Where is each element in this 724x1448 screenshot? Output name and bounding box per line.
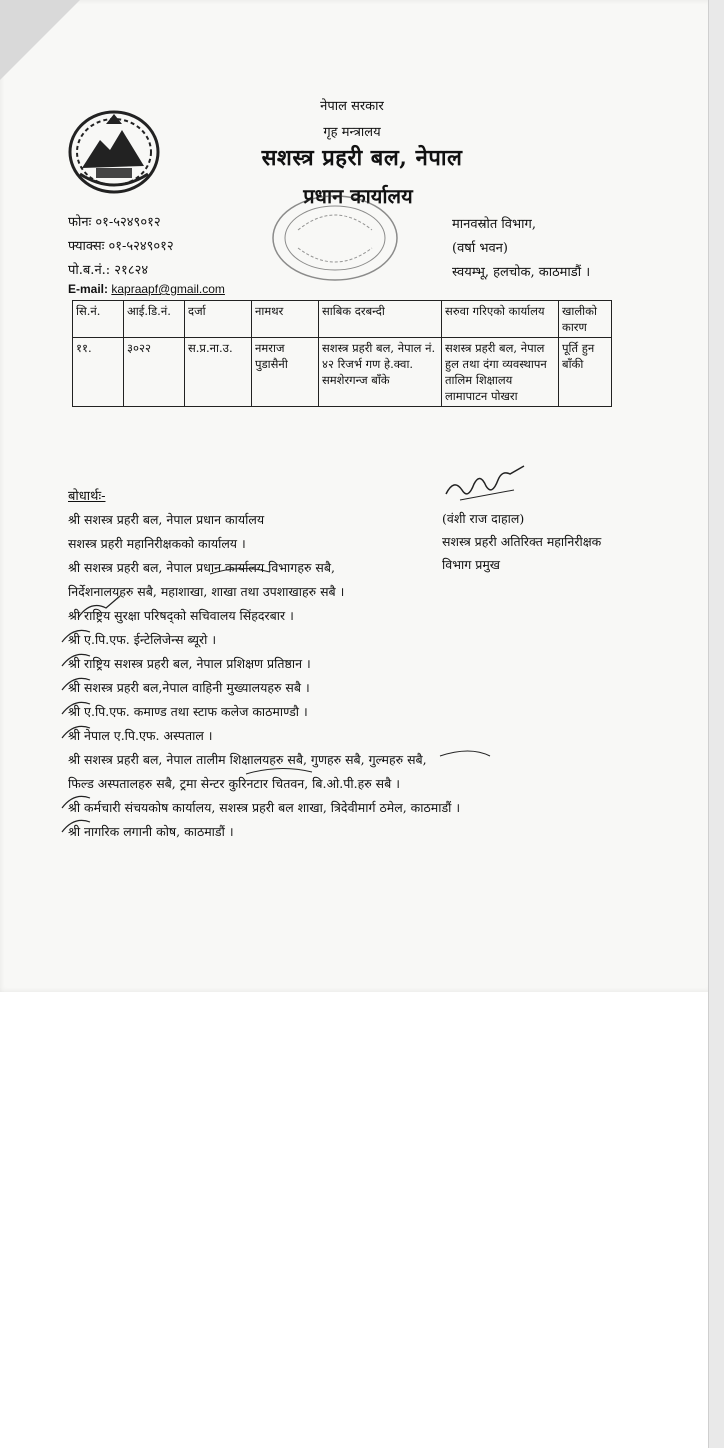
cc-line: श्री राष्ट्रिय सुरक्षा परिषद्को सचिवालय सिंहदरबार । xyxy=(68,608,294,623)
col-id: आई.डि.नं. xyxy=(124,301,185,338)
cc-line: श्री सशस्त्र प्रहरी बल, नेपाल तालीम शिक्षालयहरु सबै, गुणहरु सबै, गुल्महरु सबै, xyxy=(68,752,427,767)
cc-line: श्री ए.पि.एफ. ईन्टेलिजेन्स ब्यूरो । xyxy=(68,632,217,647)
header-ministry: गृह मन्त्रालय xyxy=(323,125,381,140)
cell-rank: स.प्र.ना.उ. xyxy=(185,338,252,407)
cc-line: श्री सशस्त्र प्रहरी बल, नेपाल प्रधान कार्यालय विभागहरु सबै, xyxy=(68,560,335,575)
handwritten-tick-marks xyxy=(50,560,590,840)
table-header-row xyxy=(73,301,612,338)
signatory-title: सशस्त्र प्रहरी अतिरिक्त महानिरीक्षक xyxy=(442,534,602,549)
cell-name: नमराज पुडासैनी xyxy=(252,338,319,407)
transfer-table xyxy=(72,300,612,407)
cc-label: बोधार्थः- xyxy=(68,489,106,504)
po-box: पो.ब.नं.: २१८२४ xyxy=(68,263,149,278)
cc-line: निर्देशनालयहरु सबै, महाशाखा, शाखा तथा उपशाखाहरु सबै । xyxy=(68,584,345,599)
cell-transferred: सशस्त्र प्रहरी बल, नेपाल हुल तथा दंगा व्यवस्थापन तालिम शिक्षालय लामापाटन पोखरा xyxy=(442,338,559,407)
cell-reason: पूर्ति हुन बाँकी xyxy=(559,338,612,407)
col-reason: खालीको कारण xyxy=(559,301,612,338)
signatory-name: (वंशी राज दाहाल) xyxy=(442,511,525,526)
header-government: नेपाल सरकार xyxy=(320,99,384,114)
email-address[interactable]: kapraapf@gmail.com xyxy=(111,282,225,296)
col-name: नामथर xyxy=(252,301,319,338)
office-seal-stamp xyxy=(268,190,402,286)
folded-corner xyxy=(0,0,80,80)
cc-line: श्री नागरिक लगानी कोष, काठमाडौं । xyxy=(68,824,234,839)
cell-serial: ११. xyxy=(73,338,124,407)
department-building: (वर्षा भवन) xyxy=(452,241,508,256)
paper-edge xyxy=(708,0,724,1448)
cc-line: फिल्ड अस्पतालहरु सबै, ट्रमा सेन्टर कुरिनटार चितवन, बि.ओ.पी.हरु सबै । xyxy=(68,776,400,791)
signatory-dept: विभाग प्रमुख xyxy=(442,557,501,572)
cell-id: ३०२२ xyxy=(124,338,185,407)
cc-line: सशस्त्र प्रहरी महानिरीक्षकको कार्यालय । xyxy=(68,536,246,551)
col-previous: साबिक दरबन्दी xyxy=(319,301,442,338)
cc-line: श्री नेपाल ए.पि.एफ. अस्पताल । xyxy=(68,728,213,743)
cc-line: श्री राष्ट्रिय सशस्त्र प्रहरी बल, नेपाल प्रशिक्षण प्रतिष्ठान । xyxy=(68,656,311,671)
cc-line: श्री सशस्त्र प्रहरी बल,नेपाल वाहिनी मुख्यालयहरु सबै । xyxy=(68,680,310,695)
col-transferred: सरुवा गरिएको कार्यालय xyxy=(442,301,559,338)
cc-line: श्री सशस्त्र प्रहरी बल, नेपाल प्रधान कार्यालय xyxy=(68,512,265,527)
col-serial: सि.नं. xyxy=(73,301,124,338)
cc-line: श्री ए.पि.एफ. कमाण्ड तथा स्टाफ कलेज काठमाण्डौ । xyxy=(68,704,308,719)
table-row xyxy=(73,338,612,407)
cell-previous: सशस्त्र प्रहरी बल, नेपाल नं. ४२ रिजर्भ गण हे.क्वा. समशेरगन्ज बाँके xyxy=(319,338,442,407)
email-label: E-mail: xyxy=(68,282,109,296)
header-organization: सशस्त्र प्रहरी बल, नेपाल xyxy=(261,145,463,171)
phone-number: फोनः ०१-५२४९०१२ xyxy=(68,215,161,230)
department-address: स्वयम्भू, हलचोक, काठमाडौं । xyxy=(452,265,591,280)
email-line xyxy=(68,282,225,296)
signature-mark xyxy=(440,460,530,510)
cc-line: श्री कर्मचारी संचयकोष कार्यालय, सशस्त्र प्रहरी बल शाखा, त्रिदेवीमार्ग ठमेल, काठमाडौं । xyxy=(68,800,461,815)
col-rank: दर्जा xyxy=(185,301,252,338)
department-name: मानवस्रोत विभाग, xyxy=(452,217,536,232)
header-office: प्रधान कार्यालय xyxy=(303,184,413,208)
fax-number: फ्याक्सः ०१-५२४९०१२ xyxy=(68,239,174,254)
